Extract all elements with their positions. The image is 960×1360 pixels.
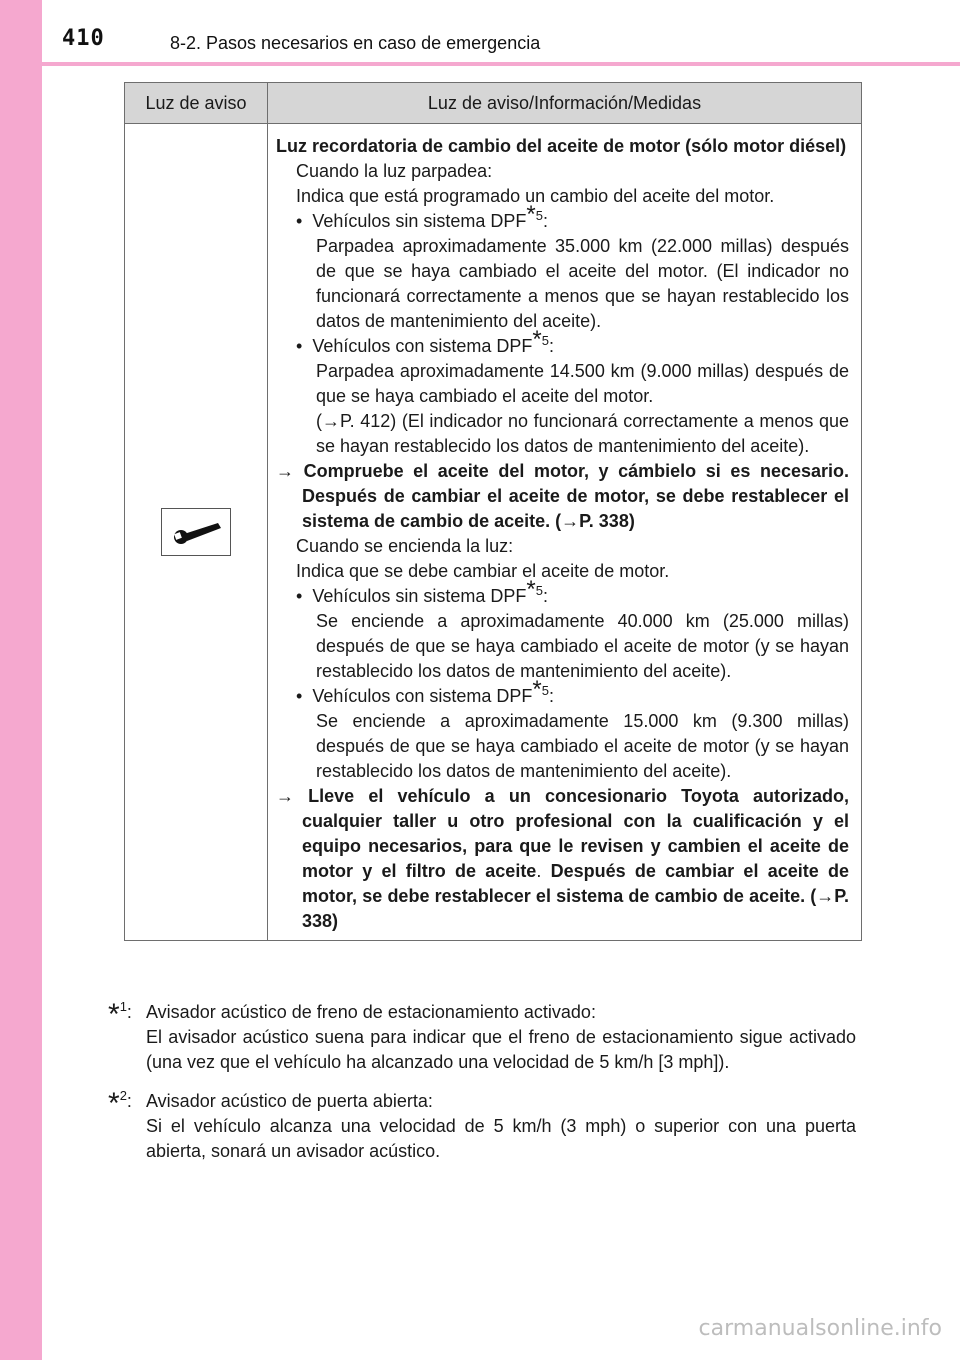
- footnote-star: *: [526, 576, 536, 603]
- item-text: Se enciende a aproximadamente 40.000 km (25.000 millas) después de que se haya cambiado el aceite de motor (y se hayan restablecido los datos de mantenimiento del aceite).: [316, 611, 849, 681]
- list-item: • Vehículos con sistema DPF$^{*5}$:: [296, 326, 555, 356]
- blink-description: Indica que está programado un cambio del aceite del motor.: [296, 186, 775, 206]
- footnote-number: 1: [119, 999, 127, 1014]
- colon: :: [549, 686, 555, 706]
- item-label: Vehículos sin sistema DPF: [312, 586, 527, 606]
- wrench-icon-graphic: [168, 516, 224, 548]
- footnote-star: *: [532, 676, 542, 703]
- footnote-number: 5: [535, 208, 543, 223]
- colon: :: [549, 336, 555, 356]
- footnote-item: [108, 1089, 856, 1164]
- colon: :: [542, 586, 548, 606]
- footnote-item: [108, 1000, 856, 1075]
- blink-heading: Cuando la luz parpadea:: [296, 161, 493, 181]
- warning-light-table: [124, 82, 862, 941]
- footnote-title: Avisador acústico de freno de estacionamiento activado:: [146, 1002, 596, 1022]
- list-item: • Vehículos con sistema DPF$^{*5}$:: [296, 676, 555, 706]
- item-text: (→P. 412) (El indicador no funcionará correctamente a menos que se hayan restablecido los datos de mantenimiento del aceite).: [316, 411, 849, 456]
- footnote-marker: [108, 998, 132, 1031]
- footnote-marker: [108, 1087, 132, 1120]
- colon: :: [126, 1002, 132, 1022]
- footnote-number: 5: [541, 333, 549, 348]
- on-heading: Cuando se encienda la luz:: [296, 536, 514, 556]
- item-label: Vehículos sin sistema DPF: [312, 211, 527, 231]
- info-cell: [268, 124, 862, 941]
- item-label: Vehículos con sistema DPF: [312, 686, 533, 706]
- col-header-info: Luz de aviso/Información/Medidas: [268, 83, 862, 124]
- footnote-title: Avisador acústico de puerta abierta:: [146, 1091, 433, 1111]
- table-row: [125, 124, 862, 941]
- list-item: • Vehículos sin sistema DPF$^{*5}$:: [296, 576, 548, 606]
- item-text: Parpadea aproximadamente 14.500 km (9.000 millas) después de que se haya cambiado el aceite del motor.: [316, 361, 849, 406]
- item-text: Parpadea aproximadamente 35.000 km (22.000 millas) después de que se haya cambiado el aceite del motor. (El indicador no funcionará correctamente a menos que se hayan restablecido los datos de mantenimiento del aceite).: [316, 236, 849, 331]
- table-header-row: [125, 83, 862, 124]
- footnote-star: *: [526, 201, 536, 228]
- footnote-star: *: [108, 1087, 120, 1120]
- footnotes: [108, 1000, 856, 1178]
- header-rule: [42, 62, 960, 66]
- wrench-icon: [161, 508, 231, 556]
- action-step: → Compruebe el aceite del motor, y cámbielo si es necesario. Después de cambiar el aceite de motor, se debe restablecer el sistema de cambio de aceite. (→P. 338): [276, 461, 849, 531]
- footnote-number: 2: [119, 1088, 127, 1103]
- watermark: carmanualsonline.info: [698, 1316, 942, 1341]
- action-separator: .: [536, 861, 551, 881]
- action-text-a: → Lleve el vehículo a un concesionario Toyota autorizado, cualquier taller u otro profesional con la cualificación y el equipo necesarios, para que le revisen y cambien el aceite de motor y el filtro de aceite: [276, 786, 849, 881]
- footnote-star: *: [108, 998, 120, 1031]
- action-step: [276, 784, 849, 934]
- list-item: • Vehículos sin sistema DPF$^{*5}$:: [296, 201, 548, 231]
- colon: :: [126, 1091, 132, 1111]
- colon: :: [542, 211, 548, 231]
- col-header-light: Luz de aviso: [125, 83, 268, 124]
- item-label: Vehículos con sistema DPF: [312, 336, 533, 356]
- light-title: Luz recordatoria de cambio del aceite de motor (sólo motor diésel): [276, 136, 847, 156]
- item-text: Se enciende a aproximadamente 15.000 km (9.300 millas) después de que se haya cambiado el aceite de motor (y se hayan restablecido los datos de mantenimiento del aceite).: [316, 711, 849, 781]
- side-color-bar: [0, 0, 42, 1360]
- footnote-star: *: [532, 326, 542, 353]
- footnote-text: Si el vehículo alcanza una velocidad de 5 km/h (3 mph) o superior con una puerta abierta, sonará un avisador acústico.: [146, 1116, 856, 1161]
- footnote-number: 5: [541, 683, 549, 698]
- page-number: 410: [62, 26, 105, 51]
- section-title: 8-2. Pasos necesarios en caso de emergencia: [170, 33, 541, 53]
- action-text-b: Después de cambiar el aceite de motor, se debe restablecer el sistema de cambio de aceite. (→P. 338): [302, 861, 849, 931]
- footnote-text: El avisador acústico suena para indicar que el freno de estacionamiento sigue activado (una vez que el vehículo ha alcanzado una velocidad de 5 km/h [3 mph]).: [146, 1027, 856, 1072]
- on-description: Indica que se debe cambiar el aceite de motor.: [296, 561, 670, 581]
- icon-cell: [125, 124, 268, 941]
- footnote-number: 5: [535, 583, 543, 598]
